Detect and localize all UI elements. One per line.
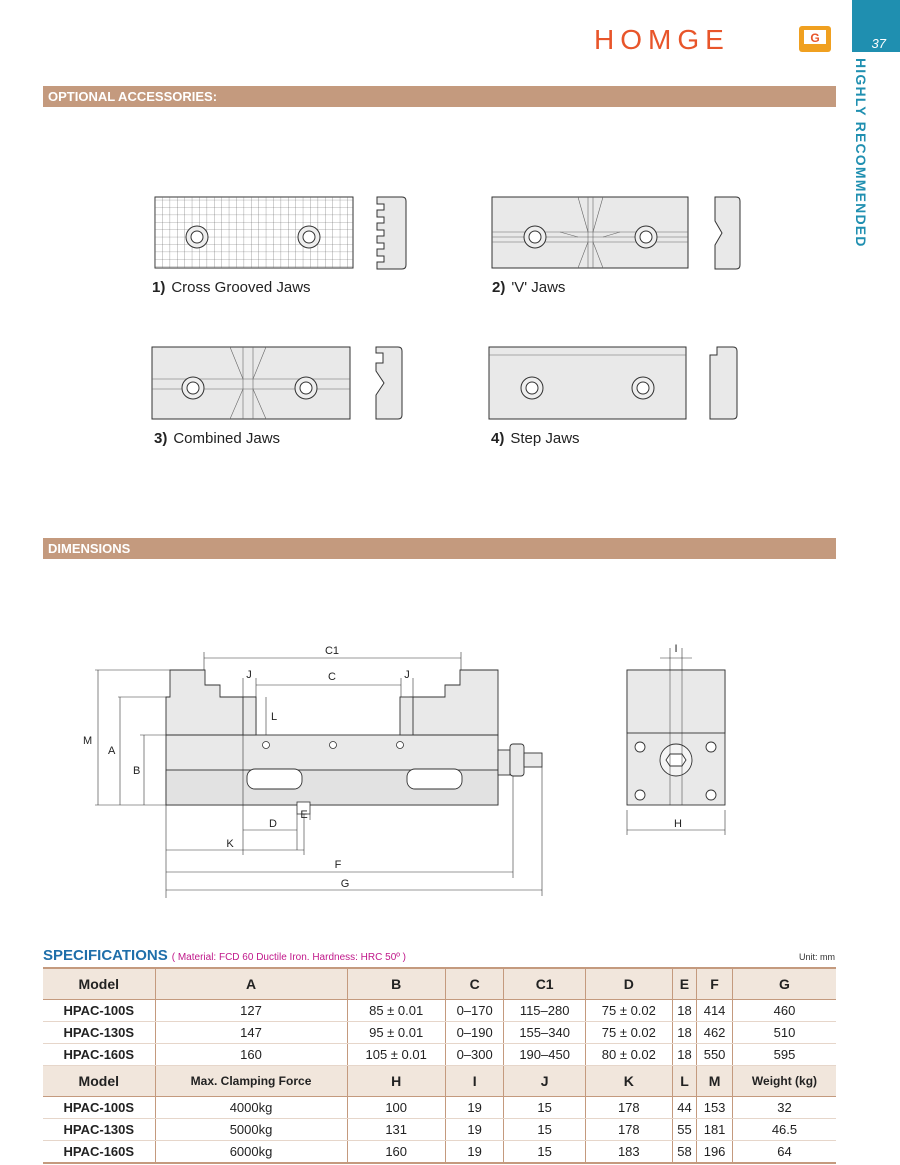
- accessories-drawings: [140, 185, 760, 425]
- page-number-tab: [852, 0, 900, 52]
- accessory-caption-4: 4) Step Jaws: [491, 430, 580, 447]
- table-cell: 4000kg: [155, 1097, 347, 1119]
- specs-header-cell: F: [697, 968, 733, 1000]
- table-cell: 0–300: [445, 1044, 504, 1066]
- table-cell: 460: [732, 1000, 836, 1022]
- table-cell: 15: [504, 1119, 585, 1141]
- table-row: [43, 1000, 836, 1022]
- specs-title: SPECIFICATIONS ( Material: FCD 60 Ductile Iron. Hardness: HRC 50º ): [43, 947, 407, 964]
- table-cell: 15: [504, 1141, 585, 1164]
- table-cell: 75 ± 0.02: [585, 1000, 672, 1022]
- specs-header-row-2: [43, 1066, 836, 1097]
- accessory-caption-3: 3) Combined Jaws: [154, 430, 281, 447]
- table-cell: 75 ± 0.02: [585, 1022, 672, 1044]
- dim-label-k: K: [226, 838, 234, 850]
- specs-header-cell: Max. Clamping Force: [155, 1066, 347, 1097]
- specs-header-cell: G: [732, 968, 836, 1000]
- v-jaw-drawing: [492, 197, 740, 269]
- dim-label-e: E: [300, 809, 308, 821]
- specs-header-cell: M: [697, 1066, 733, 1097]
- dim-label-m: M: [83, 735, 93, 747]
- table-cell: 595: [732, 1044, 836, 1066]
- accessory-caption-2: 2) 'V' Jaws: [492, 279, 566, 296]
- logo-text: HOMGE: [594, 24, 730, 55]
- page-number: 37: [871, 36, 886, 51]
- table-cell: 58: [672, 1141, 696, 1164]
- table-cell: 155–340: [504, 1022, 585, 1044]
- table-row: [43, 1097, 836, 1119]
- table-cell: HPAC-100S: [43, 1097, 155, 1119]
- table-cell: 190–450: [504, 1044, 585, 1066]
- dim-label-i: I: [674, 643, 678, 655]
- table-cell: 462: [697, 1022, 733, 1044]
- dimensions-drawing: [80, 640, 760, 900]
- specs-unit: Unit: mm: [799, 952, 835, 962]
- dim-label-j-right: J: [404, 669, 410, 681]
- specs-header-cell: K: [585, 1066, 672, 1097]
- specs-header-cell: C: [445, 968, 504, 1000]
- table-row: [43, 1119, 836, 1141]
- dim-label-d: D: [269, 818, 277, 830]
- specs-header-cell: Model: [43, 968, 155, 1000]
- table-cell: 105 ± 0.01: [347, 1044, 445, 1066]
- dim-label-l: L: [271, 711, 278, 723]
- table-cell: 550: [697, 1044, 733, 1066]
- dim-label-b: B: [133, 765, 141, 777]
- table-cell: 178: [585, 1119, 672, 1141]
- table-cell: 153: [697, 1097, 733, 1119]
- specs-header-cell: E: [672, 968, 696, 1000]
- table-cell: 44: [672, 1097, 696, 1119]
- table-row: [43, 1022, 836, 1044]
- table-cell: 414: [697, 1000, 733, 1022]
- homge-logo: [594, 22, 839, 56]
- table-row: [43, 1044, 836, 1066]
- dim-label-g: G: [340, 878, 350, 890]
- table-cell: 183: [585, 1141, 672, 1164]
- section-bar-accessories: OPTIONAL ACCESSORIES:: [43, 86, 836, 107]
- dim-label-j-left: J: [246, 669, 252, 681]
- specs-header-cell: C1: [504, 968, 585, 1000]
- table-cell: 100: [347, 1097, 445, 1119]
- table-cell: HPAC-130S: [43, 1119, 155, 1141]
- specs-header-cell: L: [672, 1066, 696, 1097]
- table-cell: HPAC-100S: [43, 1000, 155, 1022]
- table-cell: 46.5: [732, 1119, 836, 1141]
- specs-header-cell: Model: [43, 1066, 155, 1097]
- specs-table: [43, 967, 836, 1164]
- accessory-caption-1: 1) Cross Grooved Jaws: [152, 279, 311, 296]
- svg-text:G: G: [810, 31, 820, 45]
- table-cell: 19: [445, 1141, 504, 1164]
- table-cell: HPAC-160S: [43, 1044, 155, 1066]
- table-cell: 64: [732, 1141, 836, 1164]
- specs-note: ( Material: FCD 60 Ductile Iron. Hardness: HRC 50º ): [171, 952, 407, 963]
- specs-header-cell: I: [445, 1066, 504, 1097]
- table-cell: HPAC-160S: [43, 1141, 155, 1164]
- table-cell: HPAC-130S: [43, 1022, 155, 1044]
- table-cell: 196: [697, 1141, 733, 1164]
- dim-label-h: H: [674, 818, 682, 830]
- table-cell: 15: [504, 1097, 585, 1119]
- table-cell: 6000kg: [155, 1141, 347, 1164]
- table-cell: 147: [155, 1022, 347, 1044]
- table-cell: 181: [697, 1119, 733, 1141]
- table-cell: 160: [155, 1044, 347, 1066]
- side-label: HIGHLY RECOMMENDED: [853, 58, 869, 248]
- table-cell: 95 ± 0.01: [347, 1022, 445, 1044]
- specs-header-cell: Weight (kg): [732, 1066, 836, 1097]
- step-jaw-drawing: [489, 347, 737, 419]
- section-bar-dimensions: DIMENSIONS: [43, 538, 836, 559]
- table-cell: 131: [347, 1119, 445, 1141]
- dim-label-a: A: [108, 745, 116, 757]
- specs-header-cell: A: [155, 968, 347, 1000]
- table-cell: 55: [672, 1119, 696, 1141]
- specs-header-cell: H: [347, 1066, 445, 1097]
- dim-label-c1: C1: [324, 645, 340, 657]
- table-row: [43, 1141, 836, 1164]
- specs-header-row-1: [43, 968, 836, 1000]
- combined-jaw-drawing: [152, 347, 402, 419]
- table-cell: 80 ± 0.02: [585, 1044, 672, 1066]
- table-cell: 18: [672, 1022, 696, 1044]
- table-cell: 19: [445, 1097, 504, 1119]
- table-cell: 0–190: [445, 1022, 504, 1044]
- table-cell: 160: [347, 1141, 445, 1164]
- table-cell: 178: [585, 1097, 672, 1119]
- specs-header-cell: D: [585, 968, 672, 1000]
- table-cell: 85 ± 0.01: [347, 1000, 445, 1022]
- cross-grooved-jaw-drawing: [155, 197, 406, 269]
- table-cell: 115–280: [504, 1000, 585, 1022]
- table-cell: 510: [732, 1022, 836, 1044]
- table-cell: 32: [732, 1097, 836, 1119]
- specs-header-cell: J: [504, 1066, 585, 1097]
- table-cell: 0–170: [445, 1000, 504, 1022]
- table-cell: 18: [672, 1000, 696, 1022]
- dim-label-f: F: [334, 859, 342, 871]
- table-cell: 18: [672, 1044, 696, 1066]
- dim-label-c: C: [328, 671, 336, 683]
- table-cell: 127: [155, 1000, 347, 1022]
- table-cell: 5000kg: [155, 1119, 347, 1141]
- specs-header-cell: B: [347, 968, 445, 1000]
- table-cell: 19: [445, 1119, 504, 1141]
